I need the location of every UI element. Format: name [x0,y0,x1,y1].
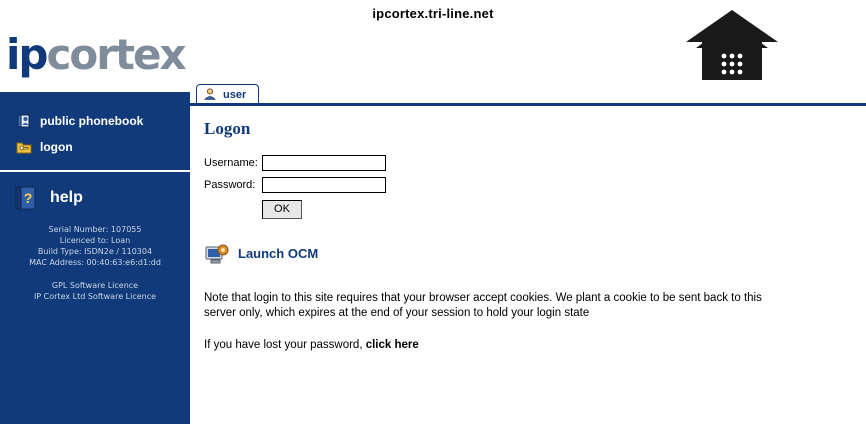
lost-password-link[interactable]: click here [365,338,419,351]
svg-text:?: ? [23,190,33,206]
ipcortex-licence-link[interactable]: IP Cortex Ltd Software Licence [33,292,157,301]
tabstrip [190,82,866,104]
content-area [190,107,866,351]
user-icon [203,87,219,103]
sidebar [0,92,190,424]
username-row [204,155,866,171]
help-book-icon [12,184,40,212]
system-info-line: Build Type: ISDN2e / 110304 [37,247,153,256]
folder-key-icon [16,139,32,155]
lost-password-text: If you have lost your password, [204,338,366,351]
system-info-line: Licenced to: Loan [59,236,131,245]
cookie-note: Note that login to this site requires that your browser accept cookies. We plant a cookie to be sent back to this server only, which expires at the end of your session to hold your login state [204,291,762,319]
logo-secondary-text: cortex [46,30,185,79]
sidebar-help-label: help [50,189,83,206]
sidebar-item-logon[interactable] [0,134,190,160]
house-icon [684,8,780,84]
sidebar-item-public-phonebook[interactable] [0,108,190,134]
sidebar-item-label: logon [40,140,73,154]
submit-row [204,199,866,219]
launch-ocm-label: Launch OCM [238,246,319,261]
sidebar-item-label: public phonebook [40,114,144,128]
system-info [0,224,190,268]
username-input[interactable] [262,155,386,171]
password-row [204,177,866,193]
ok-button[interactable]: OK [262,200,302,219]
tab-user[interactable] [196,84,259,105]
logo[interactable] [0,18,190,92]
licence-links [0,280,190,302]
password-input[interactable] [262,177,386,193]
password-label: Password: [204,179,256,191]
logo-primary-text: ip [6,30,47,79]
system-info-line: Serial Number: 107055 [48,225,142,234]
sidebar-item-help[interactable] [0,178,190,218]
lost-password-row [204,339,852,351]
tab-underline [190,103,866,106]
ocm-icon [204,241,230,267]
username-label: Username: [204,157,258,169]
logon-form [204,155,866,219]
phonebook-icon [16,113,32,129]
page-title: ipcortex.tri-line.net [372,6,494,21]
gpl-licence-link[interactable]: GPL Software Licence [51,281,139,290]
sidebar-divider [0,170,190,172]
launch-ocm-link[interactable] [204,241,866,267]
tab-label: user [223,89,247,101]
main-panel [190,82,866,424]
system-info-line: MAC Address: 00:40:63:e6:d1:dd [29,258,161,267]
content-heading: Logon [204,119,251,138]
